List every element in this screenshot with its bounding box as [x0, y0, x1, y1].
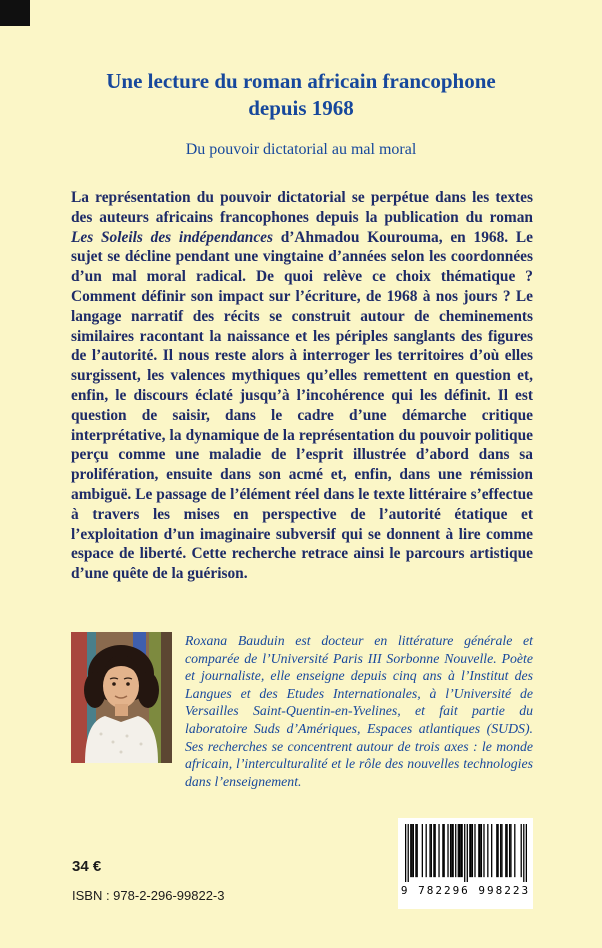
isbn: ISBN : 978-2-296-99822-3	[72, 888, 225, 903]
synopsis-paragraph: La représentation du pouvoir dictatorial se perpétue dans les textes des auteurs africains francophones depuis la publication du roman Les Soleils des indépendances d’Ahmadou Kourouma, en 1968. Le sujet se décline pendant une vingtaine d’années selon les coordonnées d’un mal moral radical. De quoi relève ce choix thématique ? Comment définir son impact sur l’écriture, de 1968 à nos jours ? Le langage narratif des récits se construit autour de cheminements similaires racontant la naissance et les périples sanglants des figures de l’autorité. Il nous reste alors à interroger les territoires d’où elles surgissent, les valences mythiques qu’elles remettent en question et, enfin, le discours éclaté jusqu’à l’incohérence qui les définit. Il est question de saisir, dans le cadre d’une démarche critique interprétative, la dynamique de la représentation du pouvoir politique perçu comme une maladie de l’esprit illustrée d’abord dans sa prolifération, ensuite dans son acmé et, enfin, dans une rémission ambiguë. Le passage de l’élément réel dans le texte littéraire s’effectue à travers les mises en perspective de l’autorité étatique et l’exploitation d’un imaginaire subversif qui se donnent à lire comme espace de liberté. Cette recherche retrace ainsi le parcours artistique d’une quête de la guérison.	[71, 189, 533, 583]
author-photo	[71, 632, 172, 763]
book-title	[40, 68, 562, 122]
book-title-line1: Une lecture du roman africain francophone	[106, 69, 496, 93]
book-subtitle: Du pouvoir dictatorial au mal moral	[185, 141, 417, 158]
barcode	[398, 818, 533, 909]
barcode-bars	[405, 824, 527, 882]
author-bio-section	[71, 632, 533, 790]
author-bio-text: Roxana Bauduin est docteur en littérature générale et comparée de l’Université Paris III Sorbonne Nouvelle. Poète et journaliste, elle enseigne depuis cinq ans à l’Institut des Langues et des Etudes Internationales, à l’Université de Versailles Saint-Quentin-en-Yvelines, et fait partie du laboratoire Suds d’Amériques, Espaces atlantiques (SUDS). Ses recherches se concentrent autour de trois axes : le monde africain, l’interculturalité et le rôle des nouvelles technologies dans l’enseignement.	[185, 633, 533, 789]
barcode-number: 9 782296 998223	[400, 884, 531, 897]
book-title-line2: depuis 1968	[248, 96, 354, 120]
corner-mark	[0, 0, 30, 26]
price: 34 €	[72, 858, 102, 875]
